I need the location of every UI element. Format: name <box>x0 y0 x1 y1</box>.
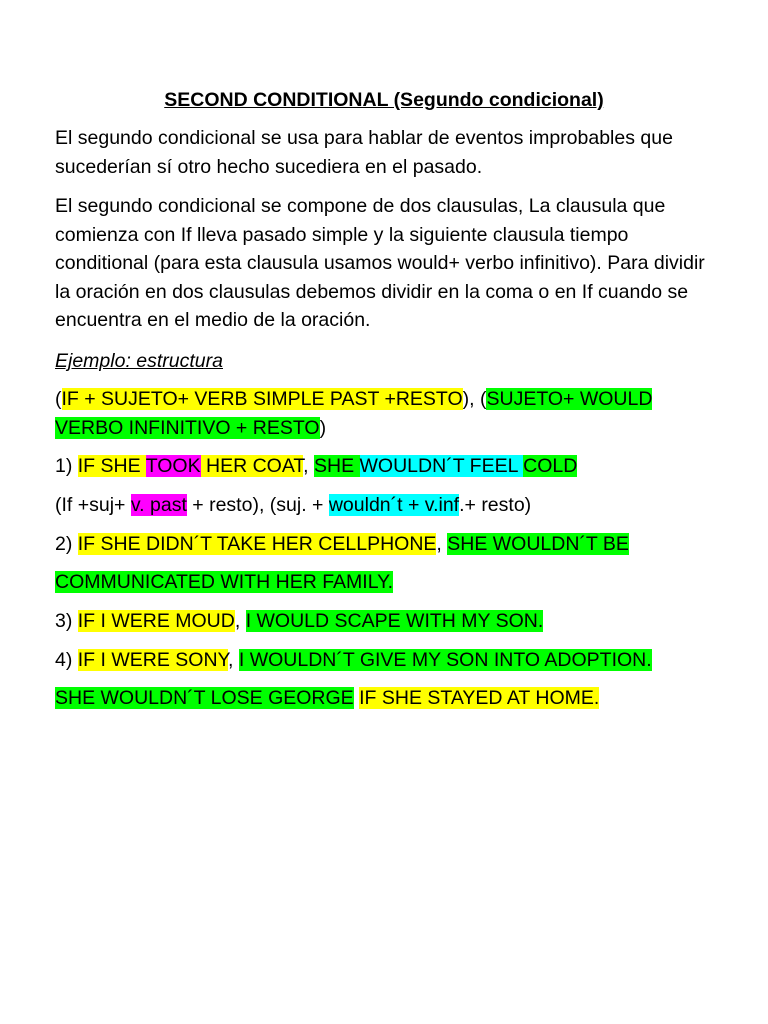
formula-line <box>55 493 531 517</box>
formula-part-1: (If +suj+ <box>55 494 131 516</box>
if-clause-highlight-cont: HER COAT <box>200 455 304 477</box>
if-clause-highlight: IF SHE DIDN´T TAKE HER CELLPHONE <box>77 533 437 555</box>
example-number: 1) <box>55 455 78 477</box>
comma: , <box>436 533 448 555</box>
main-clause-highlight: I WOULDN´T GIVE MY SON INTO ADOPTION. <box>238 649 652 671</box>
if-clause-highlight: IF I WERE MOUD <box>77 610 235 632</box>
comma: , <box>234 610 246 632</box>
comma: , <box>228 649 239 671</box>
structure-close: ) <box>319 417 327 439</box>
main-clause-highlight: SHE WOULDN´T LOSE GEORGE <box>55 687 354 709</box>
example-heading-text: Ejemplo: estructura <box>55 350 223 372</box>
explanation-paragraph: El segundo condicional se compone de dos clausulas, La clausula que comienza con If lleva pasado simple y la siguiente clausula tiempo conditional (para esta clausula usamos would+ verbo infinitivo). Para dividir la oración en dos clausulas debemos dividir en la coma o en If cuando se encuentra en el medio de la oración. <box>55 195 705 331</box>
would-clause-highlight: SUJETO+ WOULD <box>486 388 653 410</box>
structure-mid: ), ( <box>462 388 487 410</box>
past-verb-highlight: v. past <box>130 494 187 516</box>
would-clause-highlight-cont: VERBO INFINITIVO + RESTO <box>55 417 320 439</box>
example-2-continued <box>55 570 393 594</box>
past-verb-highlight: TOOK <box>145 455 201 477</box>
main-clause-highlight: I WOULD SCAPE WITH MY SON. <box>245 610 544 632</box>
structure-line-2 <box>55 416 326 440</box>
main-clause-highlight-cont: COMMUNICATED WITH HER FAMILY. <box>55 571 394 593</box>
if-clause-highlight: IF SHE <box>77 455 146 477</box>
example-3 <box>55 609 543 633</box>
would-verb-highlight: WOULDN´T FEEL <box>359 455 524 477</box>
if-clause-highlight: IF + SUJETO+ VERB SIMPLE PAST +RESTO <box>61 388 463 410</box>
example-5 <box>55 686 599 710</box>
would-verb-highlight: wouldn´t + v.inf <box>328 494 460 516</box>
if-clause-highlight: IF I WERE SONY <box>77 649 229 671</box>
structure-open: ( <box>55 388 62 410</box>
example-1 <box>55 454 577 478</box>
formula-part-2: + resto), (suj. + <box>186 494 329 516</box>
example-number: 4) <box>55 649 78 671</box>
main-clause-highlight-cont: COLD <box>523 455 578 477</box>
main-clause-highlight: SHE WOULDN´T BE <box>447 533 629 555</box>
intro-paragraph: El segundo condicional se usa para hablar de eventos improbables que sucederían sí otro hecho sucediera en el pasado. <box>55 127 673 178</box>
example-heading <box>55 349 223 373</box>
example-number: 2) <box>55 533 78 555</box>
comma: , <box>303 455 315 477</box>
example-2 <box>55 532 629 556</box>
structure-line-1 <box>55 387 652 411</box>
if-clause-highlight: IF SHE STAYED AT HOME. <box>359 687 600 709</box>
main-clause-highlight: SHE <box>314 455 360 477</box>
page-title: SECOND CONDITIONAL (Segundo condicional) <box>164 89 604 111</box>
formula-part-3: .+ resto) <box>459 494 532 516</box>
example-4 <box>55 648 652 672</box>
example-number: 3) <box>55 610 78 632</box>
